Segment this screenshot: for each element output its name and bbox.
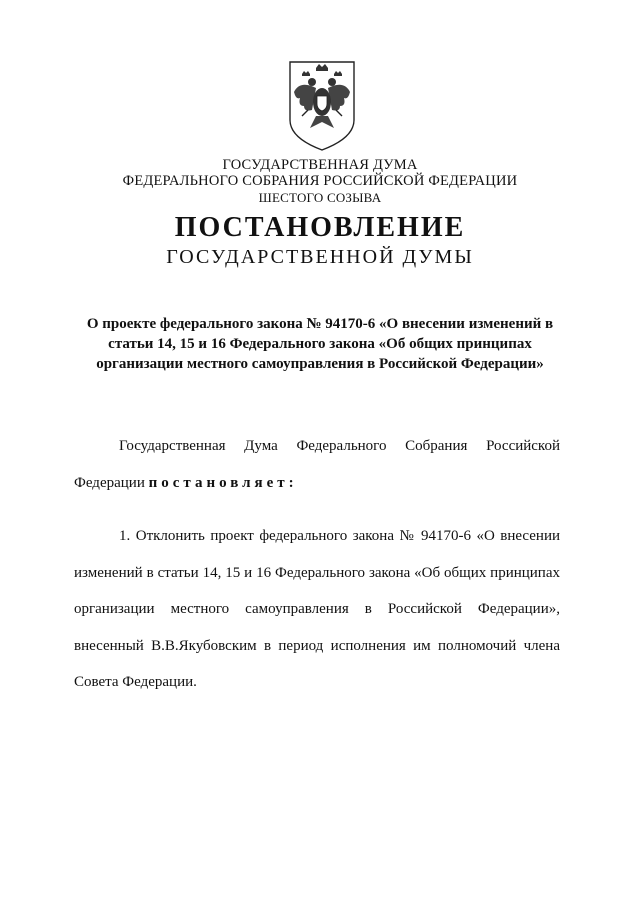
intro-text: Государственная Дума Федерального Собрания Российской Федерации <box>74 438 560 491</box>
document-issuer-subtitle: ГОСУДАРСТВЕННОЙ ДУМЫ <box>166 246 474 268</box>
resolution-subject: О проекте федерального закона № 94170-6 «О внесении изменений в статьи 14, 15 и 16 Федерального закона «Об общих принципах организации местного самоуправления в Российской Федерации» <box>86 316 554 372</box>
russian-coat-of-arms-icon <box>286 58 358 154</box>
org-name-line-2: ФЕДЕРАЛЬНОГО СОБРАНИЯ РОССИЙСКОЙ ФЕДЕРАЦИИ <box>122 173 518 189</box>
resolution-intro <box>74 428 560 501</box>
org-name-line-1: ГОСУДАРСТВЕННАЯ ДУМА <box>222 157 418 173</box>
document-type-title: ПОСТАНОВЛЕНИЕ <box>174 212 466 243</box>
convocation-line: ШЕСТОГО СОЗЫВА <box>258 190 382 205</box>
intro-decision-word: постановляет: <box>148 474 298 491</box>
resolution-item-1: 1. Отклонить проект федерального закона № 94170-6 «О внесении изменений в статьи 14, 15 и 16 Федерального закона «Об общих принципах организации местного самоуправления в Российской Федерации», внесенный В.В.Якубовским в период исполнения им полномочий члена Совета Федерации. <box>74 528 560 690</box>
